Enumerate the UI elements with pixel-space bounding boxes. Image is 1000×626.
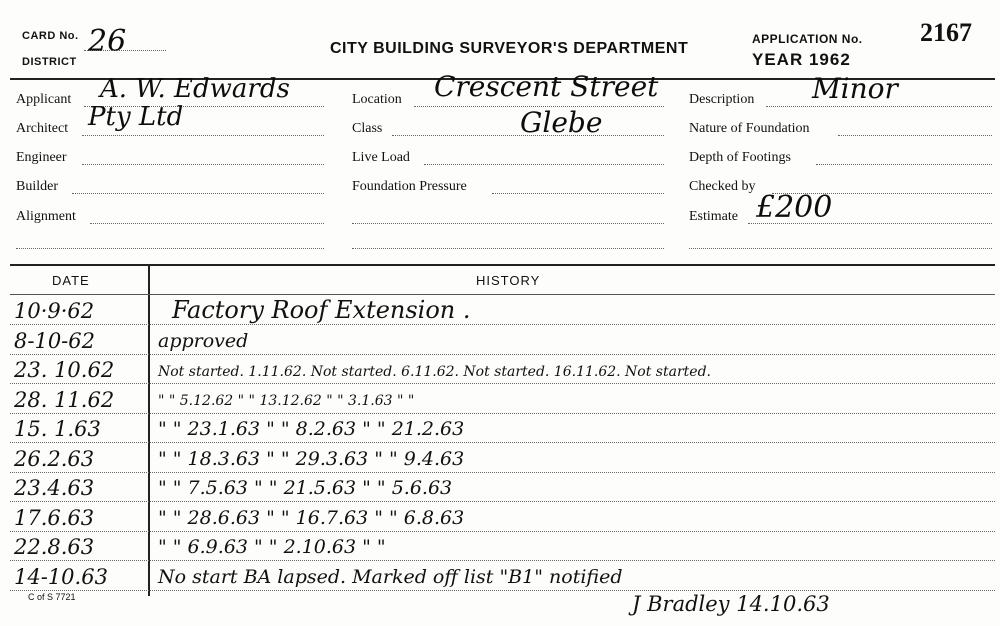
history-row-text: " " 28.6.63 " " 16.7.63 " " 6.8.63 <box>158 506 465 529</box>
history-row-date: 10·9·62 <box>14 299 95 323</box>
class-label: Class <box>352 121 383 136</box>
location-value: Crescent Street <box>434 70 659 103</box>
applicant-value: A. W. Edwards <box>100 74 290 104</box>
history-row-line <box>10 413 995 414</box>
form-code: C of S 7721 <box>28 592 76 602</box>
history-row-date: 8-10-62 <box>14 328 95 353</box>
history-row-line <box>10 472 995 473</box>
checked-by-label: Checked by <box>689 179 756 194</box>
architect-value: Pty Ltd <box>88 102 184 132</box>
history-row-line <box>10 324 995 325</box>
history-row-text: " " 23.1.63 " " 8.2.63 " " 21.2.63 <box>158 418 465 440</box>
foundation-pressure-label: Foundation Pressure <box>352 179 467 194</box>
card-no-line <box>84 50 166 51</box>
history-row-date: 28. 11.62 <box>14 387 115 412</box>
description-value: Minor <box>812 72 898 105</box>
builder-label: Builder <box>16 179 58 194</box>
card-no-value: 26 <box>88 24 127 59</box>
history-row-line <box>10 501 995 502</box>
alignment-label: Alignment <box>16 209 76 224</box>
history-row-date: 23.4.63 <box>14 476 95 500</box>
description-label: Description <box>689 92 755 107</box>
depth-of-footings-label: Depth of Footings <box>689 150 791 165</box>
date-column-divider <box>148 266 150 596</box>
date-column-header: DATE <box>52 273 90 288</box>
history-row-text: " " 7.5.63 " " 21.5.63 " " 5.6.63 <box>158 477 453 499</box>
signature: J Bradley 14.10.63 <box>632 592 830 616</box>
history-row-date: 22.8.63 <box>14 535 95 559</box>
history-top-rule <box>10 264 995 266</box>
applicant-label: Applicant <box>16 92 72 107</box>
history-row-date: 26.2.63 <box>14 446 95 471</box>
history-row-line <box>10 383 995 384</box>
history-row-text: No start BA lapsed. Marked off list "B1" notified <box>158 565 623 588</box>
history-column-header: HISTORY <box>476 273 541 288</box>
history-row-text: Factory Roof Extension . <box>172 296 471 324</box>
district-label: DISTRICT <box>22 56 77 68</box>
history-row-date: 15. 1.63 <box>14 417 101 441</box>
history-row-line <box>10 560 995 561</box>
engineer-label: Engineer <box>16 150 67 165</box>
nature-of-foundation-label: Nature of Foundation <box>689 121 810 136</box>
history-row-text: Not started. 1.11.62. Not started. 6.11.62. Not started. 16.11.62. Not started. <box>158 364 711 380</box>
card-no-label: CARD No. <box>22 30 79 42</box>
estimate-label: Estimate <box>689 209 738 224</box>
architect-label: Architect <box>16 121 69 136</box>
history-row-line <box>10 354 995 355</box>
year-label: YEAR 1962 <box>752 50 851 69</box>
history-row-line <box>10 590 995 591</box>
live-load-label: Live Load <box>352 150 410 165</box>
history-row-line <box>10 531 995 532</box>
history-row-text: approved <box>158 329 249 352</box>
application-label: APPLICATION No. <box>752 32 863 46</box>
location-label: Location <box>352 92 402 107</box>
history-row-date: 23. 10.62 <box>14 358 115 382</box>
class-value: Glebe <box>520 106 603 139</box>
history-row-text: " " 5.12.62 " " 13.12.62 " " 3.1.63 " " <box>158 392 415 409</box>
history-row-text: " " 18.3.63 " " 29.3.63 " " 9.4.63 <box>158 447 465 470</box>
history-row-date: 14-10.63 <box>14 564 108 589</box>
history-row-text: " " 6.9.63 " " 2.10.63 " " <box>158 536 386 558</box>
history-row-date: 17.6.63 <box>14 505 95 530</box>
history-row-line <box>10 442 995 443</box>
application-number: 2167 <box>920 18 972 47</box>
estimate-value: £200 <box>756 190 833 225</box>
department-title: CITY BUILDING SURVEYOR'S DEPARTMENT <box>330 40 689 57</box>
